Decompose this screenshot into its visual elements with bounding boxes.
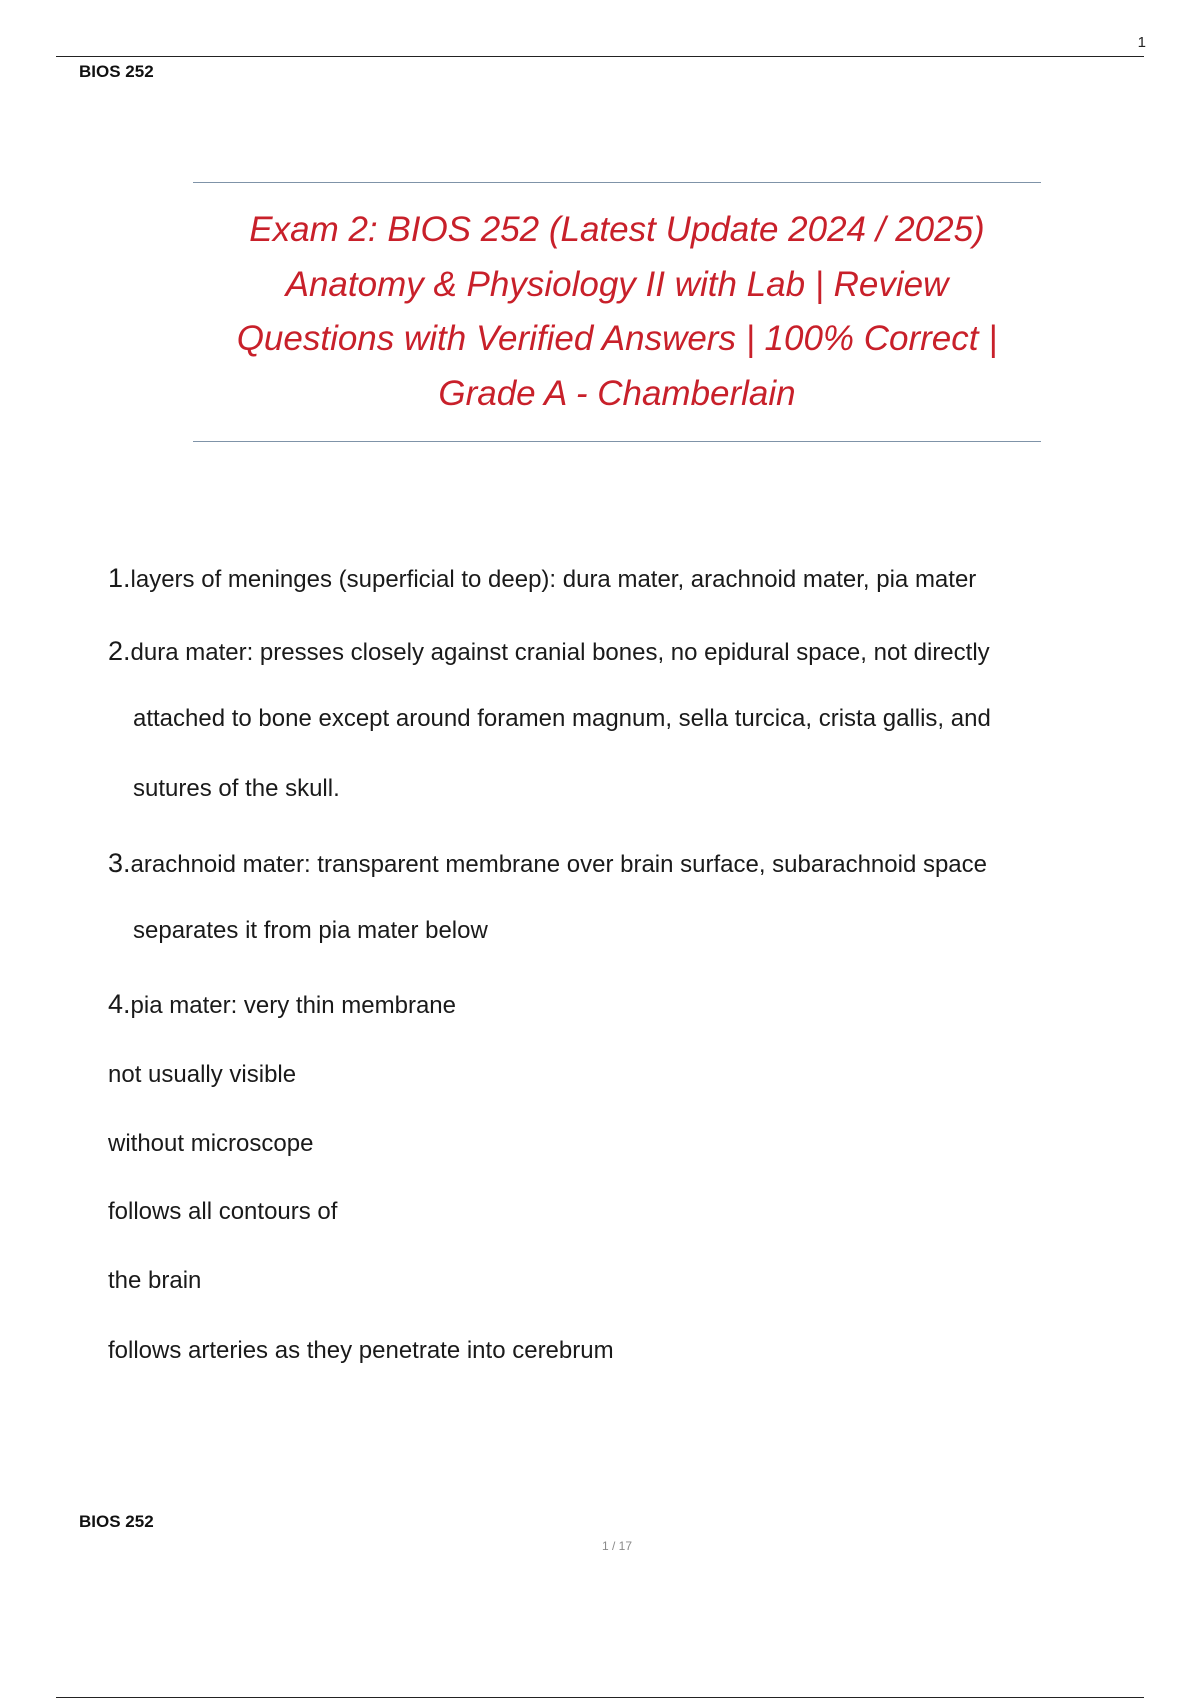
document-title (150, 203, 1084, 421)
title-line: Anatomy & Physiology II with Lab | Review (285, 264, 949, 304)
title-line: Exam 2: BIOS 252 (Latest Update 2024 / 2025) (249, 210, 985, 249)
question-number: 3. (108, 848, 131, 878)
question-text: dura mater: presses closely against cranial bones, no epidural space, not directly (130, 639, 990, 666)
question-item (108, 563, 976, 594)
answer-continuation-line: without microscope (108, 1130, 314, 1157)
question-text-continuation: sutures of the skull. (133, 775, 340, 802)
question-number: 2. (108, 636, 131, 666)
footer-rule (56, 1697, 1144, 1698)
answer-continuation-line: the brain (108, 1267, 202, 1294)
title-line: Grade A - Chamberlain (438, 373, 796, 413)
title-rule-top (193, 182, 1041, 183)
footer-course-label: BIOS 252 (79, 1512, 154, 1531)
page-count: 1 / 17 (601, 1539, 633, 1553)
title-rule-bottom (193, 441, 1041, 442)
header-rule (56, 56, 1144, 57)
question-item (108, 848, 987, 879)
question-text: arachnoid mater: transparent membrane over brain surface, subarachnoid space (130, 851, 987, 878)
question-number: 4. (108, 989, 131, 1019)
header-course-label: BIOS 252 (79, 62, 154, 81)
question-item (108, 989, 456, 1020)
question-text-continuation: separates it from pia mater below (133, 917, 488, 944)
question-text: layers of meninges (superficial to deep): dura mater, arachnoid mater, pia mater (130, 566, 977, 593)
question-text: pia mater: very thin membrane (130, 992, 456, 1019)
page-number: 1 (1137, 34, 1146, 51)
answer-continuation-line: not usually visible (108, 1061, 297, 1088)
answer-continuation-line: follows all contours of (108, 1198, 338, 1225)
title-line: Questions with Verified Answers | 100% Correct | (236, 319, 998, 358)
answer-continuation-line: follows arteries as they penetrate into cerebrum (108, 1337, 614, 1364)
question-number: 1. (108, 563, 131, 593)
question-item (108, 636, 990, 667)
question-text-continuation: attached to bone except around foramen magnum, sella turcica, crista gallis, and (133, 705, 991, 732)
